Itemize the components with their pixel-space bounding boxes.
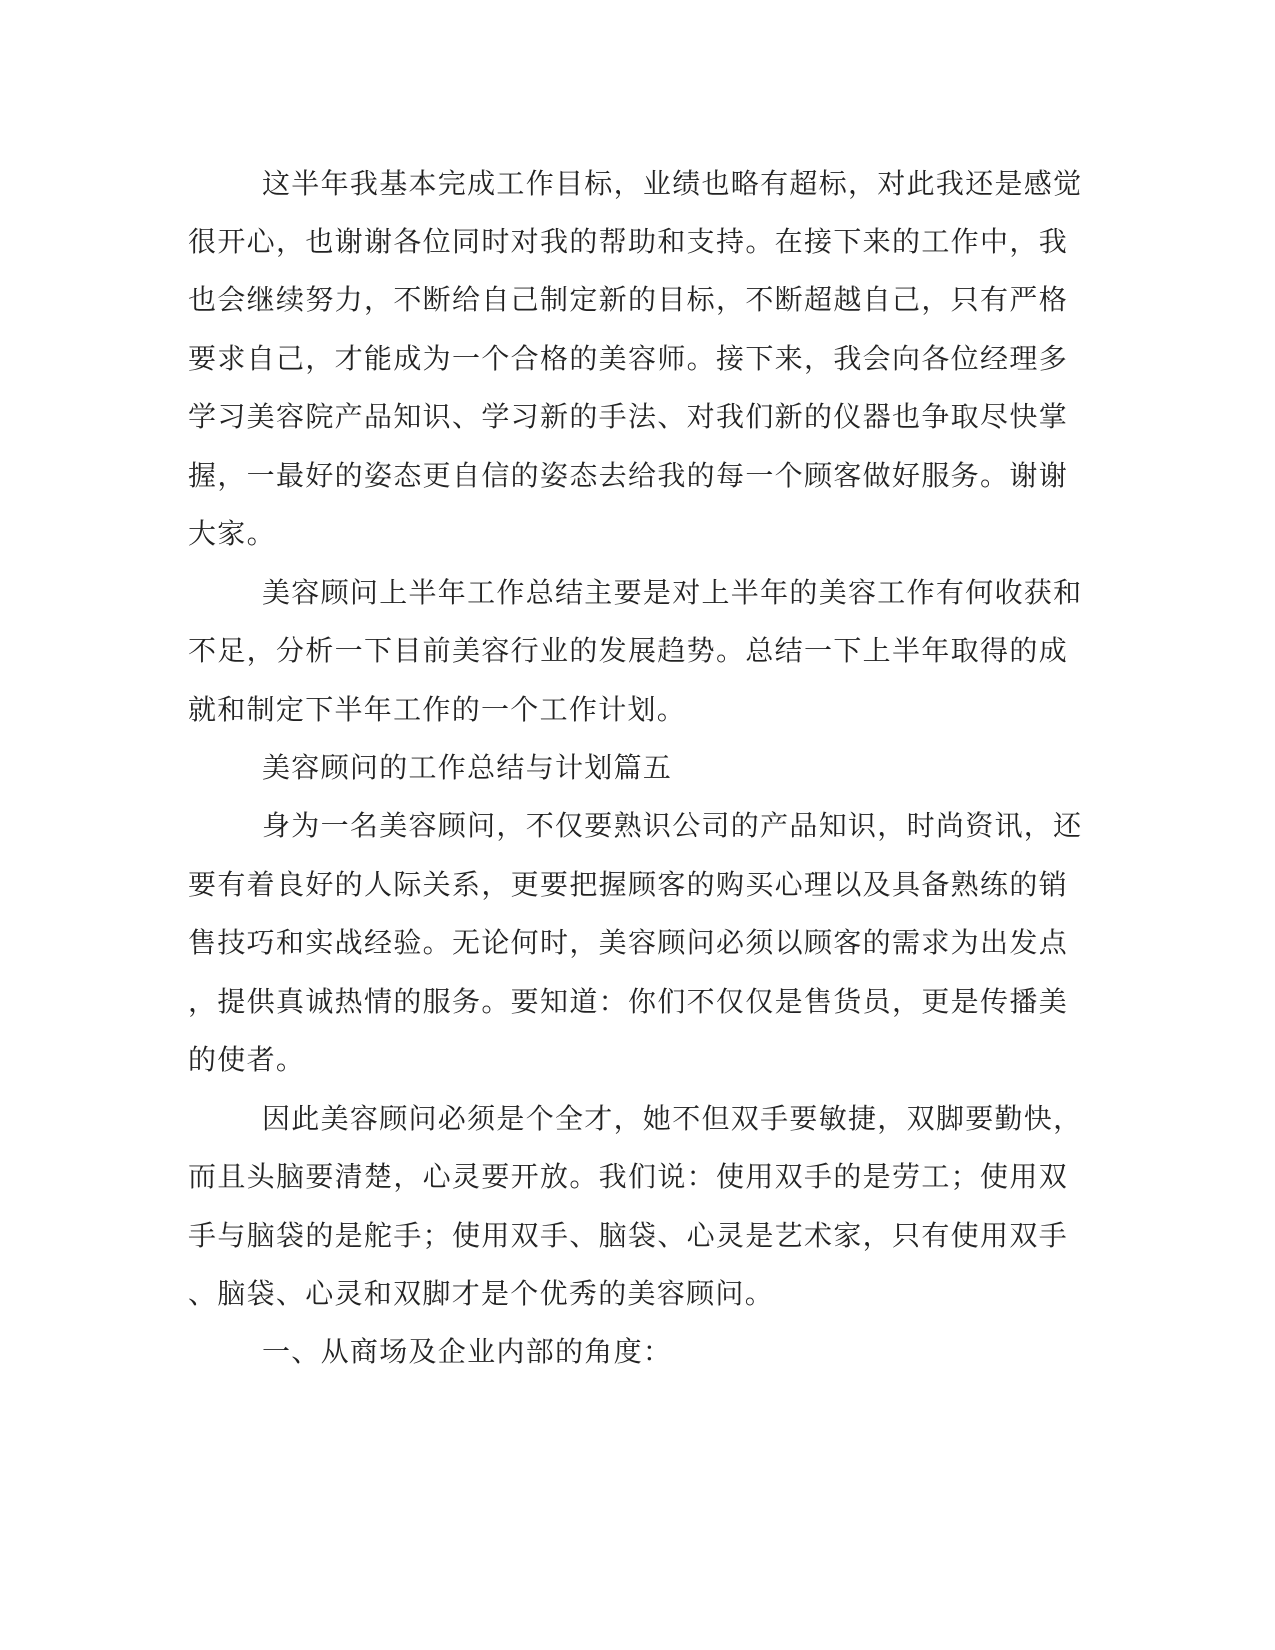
- paragraph-4-line-4: 、脑袋、心灵和双脚才是个优秀的美容顾问。: [188, 1277, 775, 1310]
- paragraph-1-line-1: 这半年我基本完成工作目标，业绩也略有超标，对此我还是感觉: [262, 167, 1083, 200]
- paragraph-1-line-4: 要求自己，才能成为一个合格的美容师。接下来，我会向各位经理多: [188, 342, 1068, 375]
- paragraph-1-line-5: 学习美容院产品知识、学习新的手法、对我们新的仪器也争取尽快掌: [188, 400, 1068, 433]
- paragraph-3-line-3: 售技巧和实战经验。无论何时，美容顾问必须以顾客的需求为出发点: [188, 926, 1068, 959]
- section-heading: 美容顾问的工作总结与计划篇五: [262, 751, 673, 784]
- paragraph-1-line-3: 也会继续努力，不断给自己制定新的目标，不断超越自己，只有严格: [188, 283, 1068, 316]
- subsection-heading: 一、从商场及企业内部的角度：: [262, 1335, 673, 1368]
- paragraph-4-line-1: 因此美容顾问必须是个全才，她不但双手要敏捷，双脚要勤快，: [262, 1102, 1083, 1135]
- paragraph-1-line-2: 很开心，也谢谢各位同时对我的帮助和支持。在接下来的工作中，我: [188, 225, 1068, 258]
- paragraph-1-line-6: 握，一最好的姿态更自信的姿态去给我的每一个顾客做好服务。谢谢: [188, 459, 1068, 492]
- paragraph-2-line-2: 不足，分析一下目前美容行业的发展趋势。总结一下上半年取得的成: [188, 634, 1068, 667]
- paragraph-3-line-1: 身为一名美容顾问，不仅要熟识公司的产品知识，时尚资讯，还: [262, 809, 1083, 842]
- paragraph-4-line-2: 而且头脑要清楚，心灵要开放。我们说：使用双手的是劳工；使用双: [188, 1160, 1068, 1193]
- paragraph-2-line-3: 就和制定下半年工作的一个工作计划。: [188, 693, 687, 726]
- paragraph-3-line-4: ，提供真诚热情的服务。要知道：你们不仅仅是售货员，更是传播美: [188, 985, 1068, 1018]
- paragraph-1-line-7: 大家。: [188, 517, 276, 550]
- paragraph-3-line-2: 要有着良好的人际关系，更要把握顾客的购买心理以及具备熟练的销: [188, 868, 1068, 901]
- paragraph-2-line-1: 美容顾问上半年工作总结主要是对上半年的美容工作有何收获和: [262, 576, 1083, 609]
- paragraph-4-line-3: 手与脑袋的是舵手；使用双手、脑袋、心灵是艺术家，只有使用双手: [188, 1219, 1068, 1252]
- paragraph-3-line-5: 的使者。: [188, 1043, 306, 1076]
